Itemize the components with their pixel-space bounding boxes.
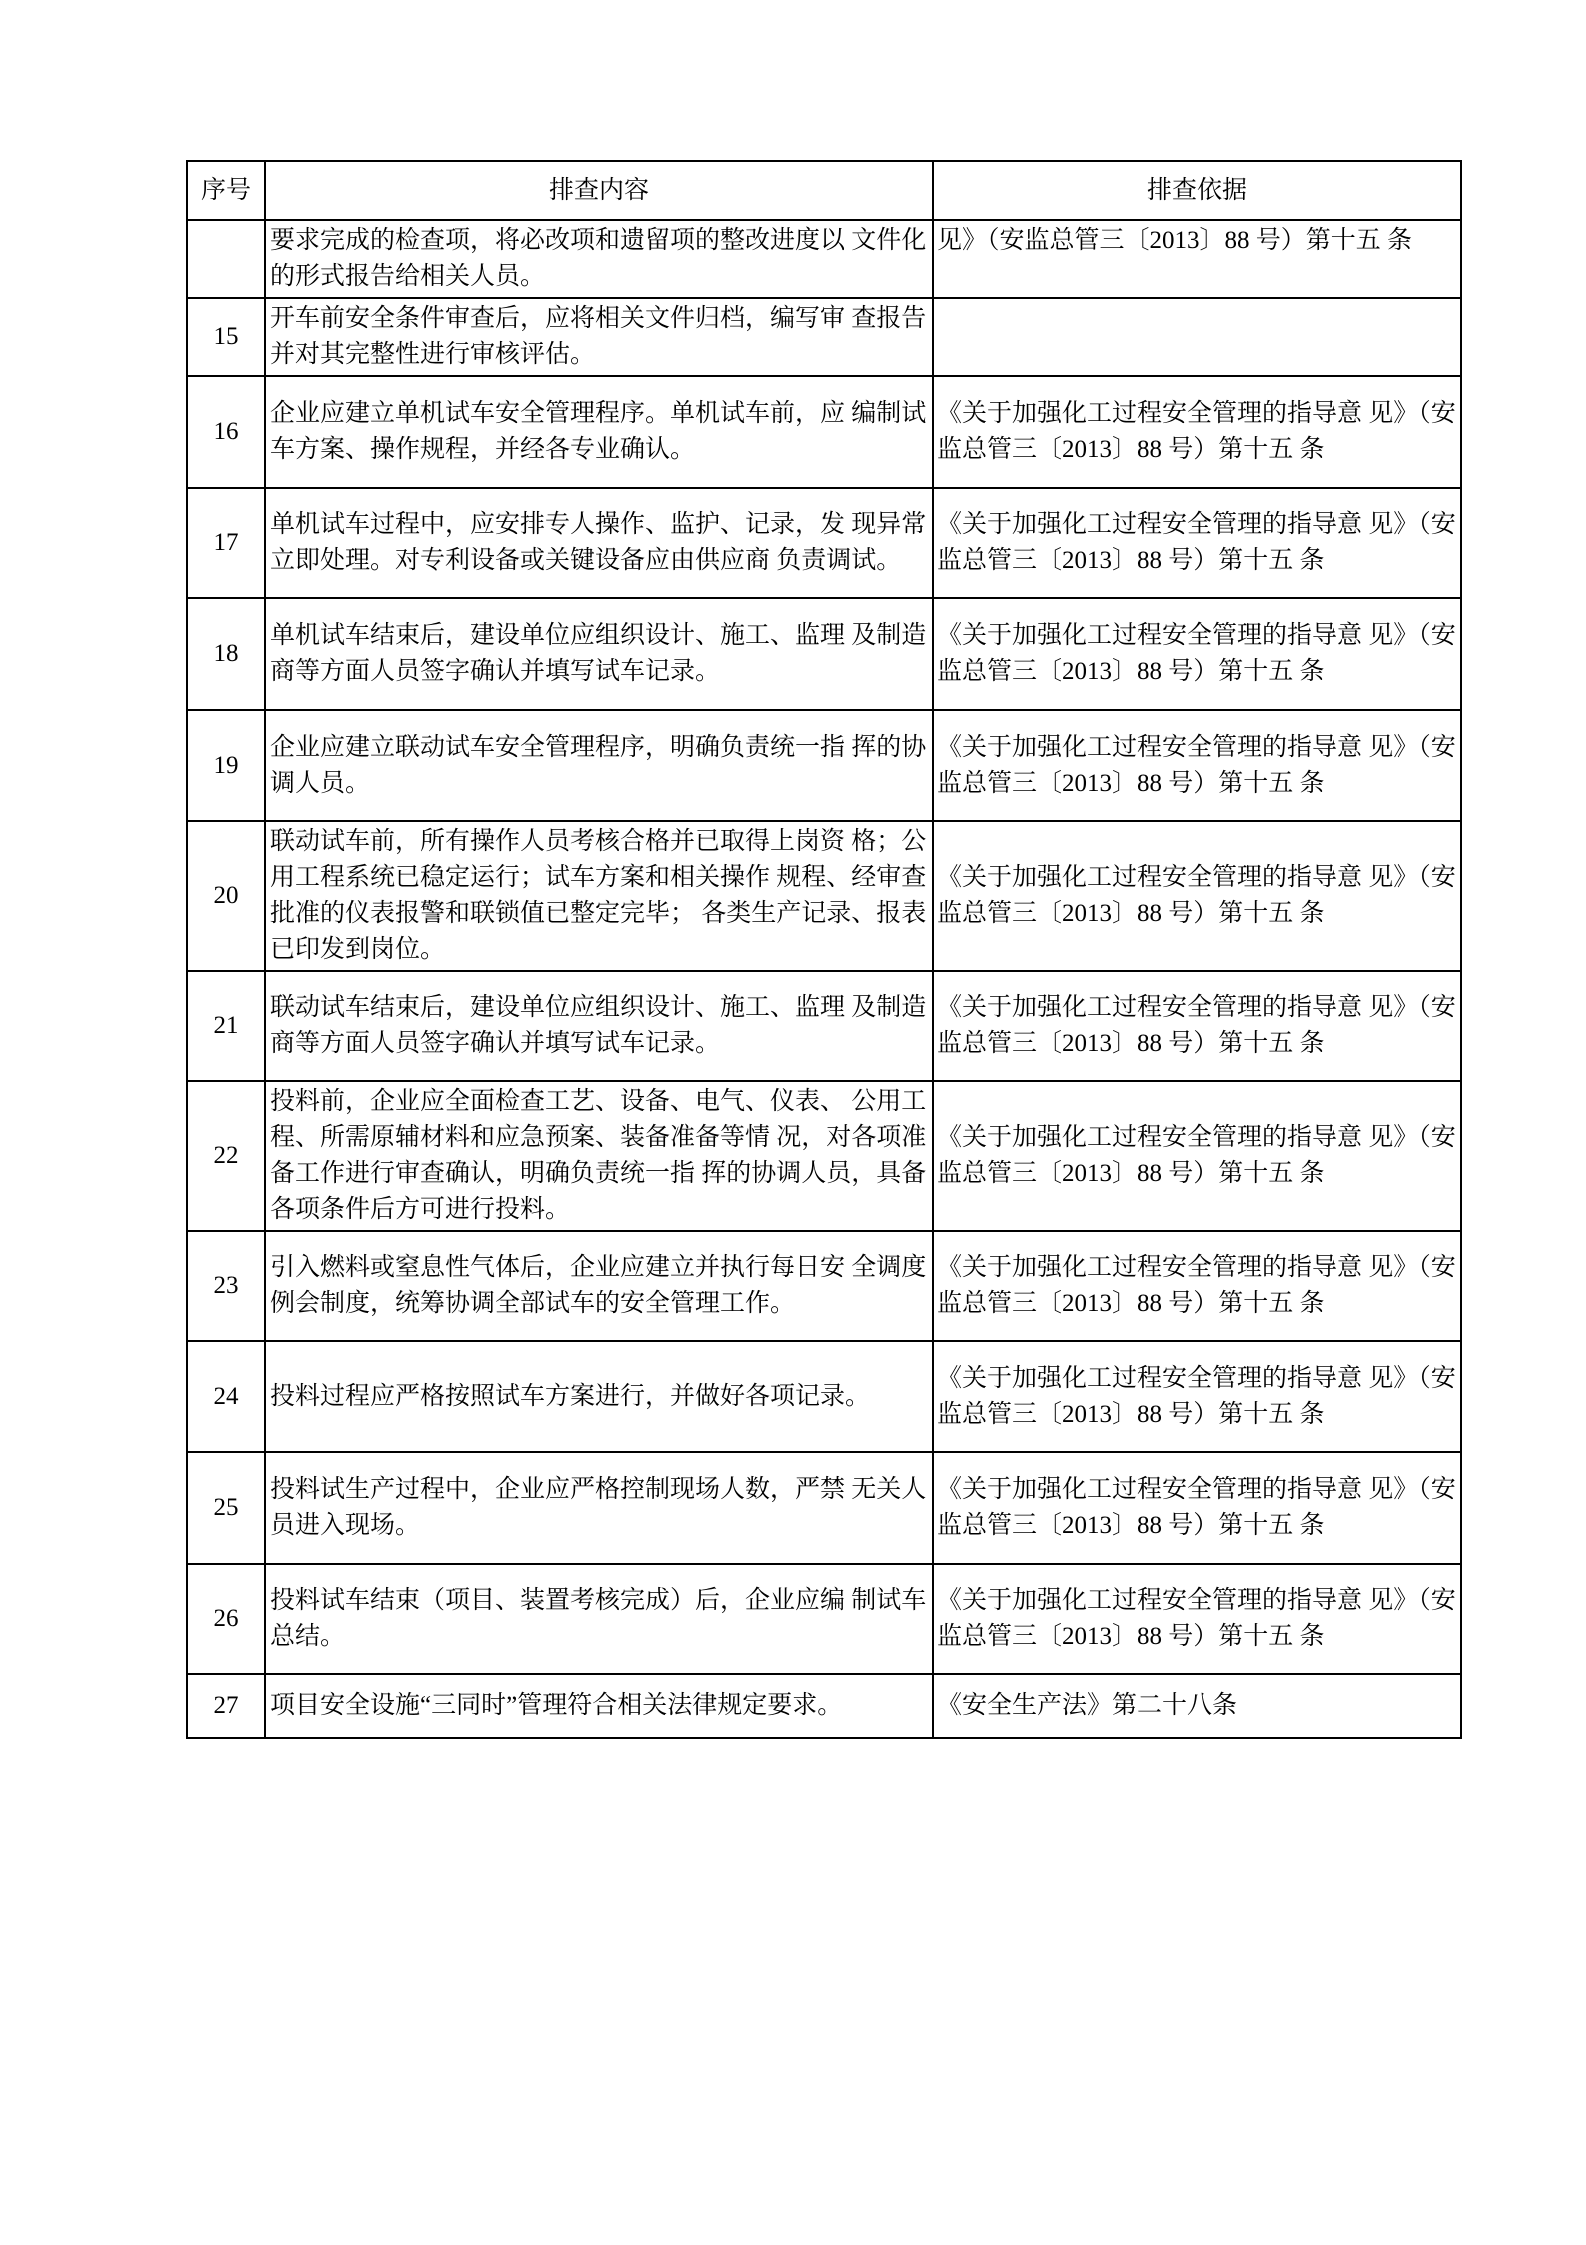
row-content: 投料前，企业应全面检查工艺、设备、电气、仪表、 公用工程、所需原辅材料和应急预案、装备准备等情 况，对各项准备工作进行审查确认，明确负责统一指 挥的协调人员，具备各项条件后方可进行投料。 (265, 1081, 933, 1231)
row-content: 单机试车过程中，应安排专人操作、监护、记录，发 现异常立即处理。对专利设备或关键设备应由供应商 负责调试。 (265, 488, 933, 598)
row-basis: 《关于加强化工过程安全管理的指导意 见》（安监总管三〔2013〕88 号）第十五 条 (933, 710, 1461, 821)
row-content: 单机试车结束后，建设单位应组织设计、施工、监理 及制造商等方面人员签字确认并填写试车记录。 (265, 598, 933, 710)
row-basis: 《关于加强化工过程安全管理的指导意 见》（安监总管三〔2013〕88 号）第十五 条 (933, 1564, 1461, 1674)
col-header-basis: 排查依据 (933, 161, 1461, 220)
row-seq: 27 (187, 1674, 265, 1738)
col-header-content: 排查内容 (265, 161, 933, 220)
row-basis: 《关于加强化工过程安全管理的指导意 见》（安监总管三〔2013〕88 号）第十五 条 (933, 971, 1461, 1081)
table-row (187, 298, 1461, 376)
row-seq: 22 (187, 1081, 265, 1231)
col-header-seq: 序号 (187, 161, 265, 220)
table-row (187, 220, 1461, 298)
row-seq: 21 (187, 971, 265, 1081)
table-row (187, 598, 1461, 710)
table-row (187, 710, 1461, 821)
row-basis (933, 298, 1461, 376)
row-content: 联动试车结束后，建设单位应组织设计、施工、监理 及制造商等方面人员签字确认并填写试车记录。 (265, 971, 933, 1081)
table-row (187, 1674, 1461, 1738)
row-seq: 19 (187, 710, 265, 821)
row-content: 开车前安全条件审查后，应将相关文件归档，编写审 查报告并对其完整性进行审核评估。 (265, 298, 933, 376)
table-row (187, 971, 1461, 1081)
row-seq: 16 (187, 376, 265, 488)
table-row (187, 1452, 1461, 1564)
row-basis: 《关于加强化工过程安全管理的指导意 见》（安监总管三〔2013〕88 号）第十五 条 (933, 488, 1461, 598)
row-seq: 15 (187, 298, 265, 376)
row-basis: 《关于加强化工过程安全管理的指导意 见》（安监总管三〔2013〕88 号）第十五 条 (933, 376, 1461, 488)
table-row (187, 1564, 1461, 1674)
row-basis: 《关于加强化工过程安全管理的指导意 见》（安监总管三〔2013〕88 号）第十五 条 (933, 821, 1461, 971)
row-content: 投料试生产过程中，企业应严格控制现场人数，严禁 无关人员进入现场。 (265, 1452, 933, 1564)
table-row (187, 1231, 1461, 1341)
row-basis: 见》（安监总管三〔2013〕88 号）第十五 条 (933, 220, 1461, 298)
table-header-row (187, 161, 1461, 220)
inspection-table (186, 160, 1462, 1739)
row-content: 联动试车前，所有操作人员考核合格并已取得上岗资 格；公用工程系统已稳定运行；试车方案和相关操作 规程、经审查批准的仪表报警和联锁值已整定完毕； 各类生产记录、报表已印发到岗位。 (265, 821, 933, 971)
table-row (187, 821, 1461, 971)
row-basis: 《关于加强化工过程安全管理的指导意 见》（安监总管三〔2013〕88 号）第十五 条 (933, 1452, 1461, 1564)
table-row (187, 376, 1461, 488)
row-content: 项目安全设施“三同时”管理符合相关法律规定要求。 (265, 1674, 933, 1738)
table-row (187, 1341, 1461, 1452)
row-seq (187, 220, 265, 298)
table-row (187, 488, 1461, 598)
row-seq: 25 (187, 1452, 265, 1564)
row-content: 引入燃料或窒息性气体后，企业应建立并执行每日安 全调度例会制度，统筹协调全部试车的安全管理工作。 (265, 1231, 933, 1341)
row-seq: 18 (187, 598, 265, 710)
row-content: 投料过程应严格按照试车方案进行，并做好各项记录。 (265, 1341, 933, 1452)
row-basis: 《关于加强化工过程安全管理的指导意 见》（安监总管三〔2013〕88 号）第十五 条 (933, 1081, 1461, 1231)
row-seq: 23 (187, 1231, 265, 1341)
row-seq: 26 (187, 1564, 265, 1674)
row-content: 企业应建立联动试车安全管理程序，明确负责统一指 挥的协调人员。 (265, 710, 933, 821)
row-basis: 《关于加强化工过程安全管理的指导意 见》（安监总管三〔2013〕88 号）第十五 条 (933, 1341, 1461, 1452)
row-basis: 《安全生产法》第二十八条 (933, 1674, 1461, 1738)
row-seq: 17 (187, 488, 265, 598)
row-content: 企业应建立单机试车安全管理程序。单机试车前，应 编制试车方案、操作规程，并经各专业确认。 (265, 376, 933, 488)
row-basis: 《关于加强化工过程安全管理的指导意 见》（安监总管三〔2013〕88 号）第十五 条 (933, 598, 1461, 710)
row-basis: 《关于加强化工过程安全管理的指导意 见》（安监总管三〔2013〕88 号）第十五 条 (933, 1231, 1461, 1341)
row-seq: 24 (187, 1341, 265, 1452)
row-content: 要求完成的检查项，将必改项和遗留项的整改进度以 文件化的形式报告给相关人员。 (265, 220, 933, 298)
table-row (187, 1081, 1461, 1231)
row-seq: 20 (187, 821, 265, 971)
row-content: 投料试车结束（项目、装置考核完成）后，企业应编 制试车总结。 (265, 1564, 933, 1674)
